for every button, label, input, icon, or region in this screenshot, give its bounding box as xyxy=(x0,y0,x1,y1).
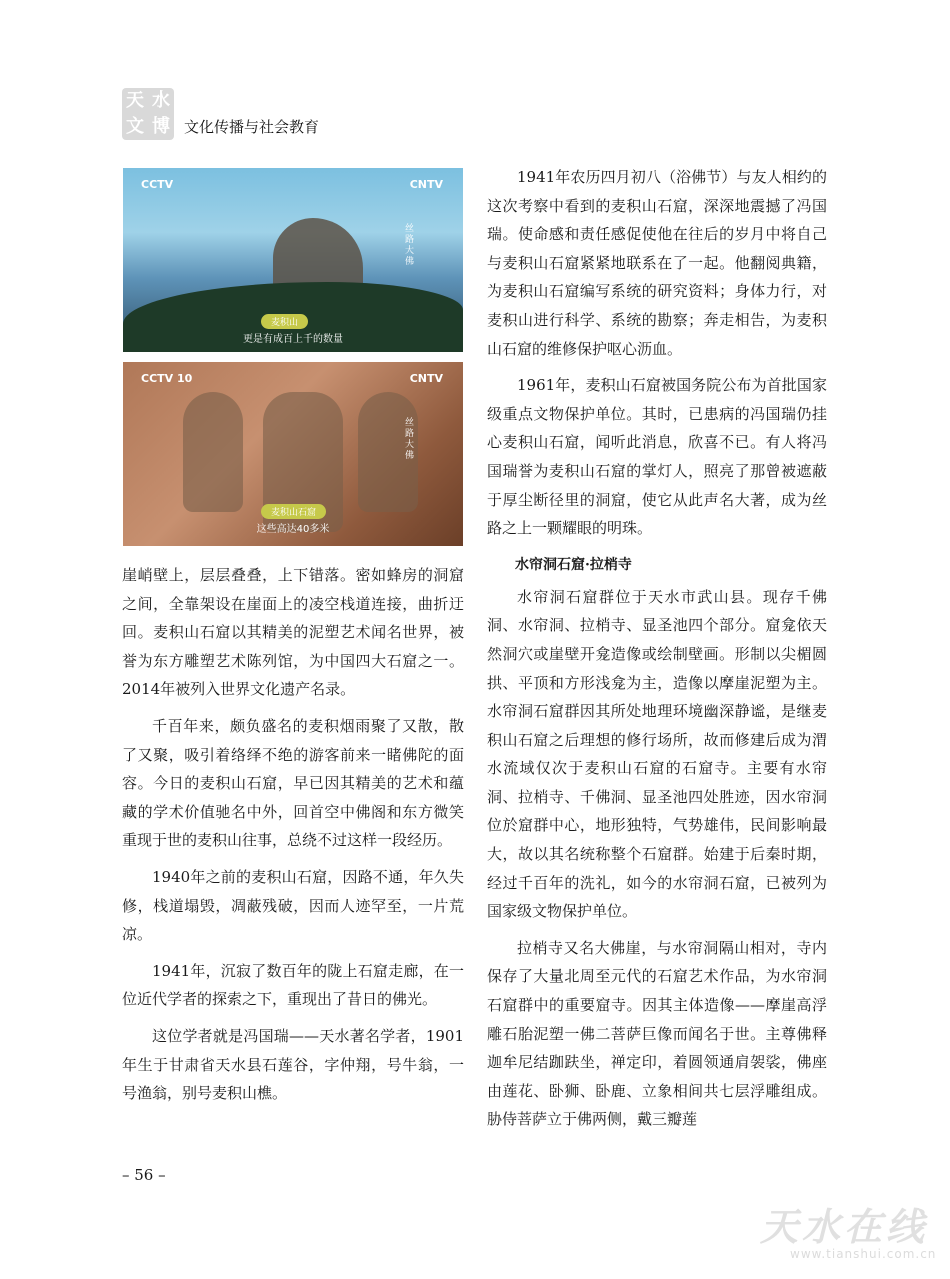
logo-char: 文 xyxy=(126,116,144,137)
section-header-title: 文化传播与社会教育 xyxy=(184,118,320,136)
location-pill: 麦积山石窟 xyxy=(261,504,326,519)
paragraph: 1961年，麦积山石窟被国务院公布为首批国家级重点文物保护单位。其时，已患病的冯国瑞仍挂心麦积山石窟，闻听此消息，欣喜不已。有人将冯国瑞誉为麦积山石窟的掌灯人，照亮了那曾被遮蔽于厚尘断径里的洞窟，使它从此声名大著，成为丝路之上一颗耀眼的明珠。 xyxy=(487,376,827,538)
paragraph: 1941年农历四月初八（浴佛节）与友人相约的这次考察中看到的麦积山石窟，深深地震撼了冯国瑞。使命感和责任感促使他在往后的岁月中将自己与麦积山石窟紧紧地联系在了一起。他翻阅典籍，为麦积山石窟编写系统的研究资料；身体力行，对麦积山进行科学、系统的勘察；奔走相告，为麦积山石窟的维修保护呕心沥血。 xyxy=(487,168,827,358)
logo-char: 天 xyxy=(126,90,144,111)
site-watermark xyxy=(760,1196,946,1261)
paragraph: 1941年，沉寂了数百年的陇上石窟走廊，在一位近代学者的探索之下，重现出了昔日的佛光。 xyxy=(122,961,464,1009)
page-header xyxy=(122,88,842,142)
paragraph: 1940年之前的麦积山石窟，因路不通，年久失修，栈道塌毁，凋蔽残破，因而人迹罕至，一片荒凉。 xyxy=(122,867,464,944)
location-pill: 麦积山 xyxy=(261,314,308,329)
cntv-logo: CNTV xyxy=(409,372,443,385)
buddha-figure xyxy=(183,392,243,512)
paragraph: 崖峭壁上，层层叠叠，上下错落。密如蜂房的洞窟之间，全靠架设在崖面上的凌空栈道连接，曲折迂回。麦积山石窟以其精美的泥塑艺术闻名世界，被誉为东方雕塑艺术陈列馆，为中国四大石窟之一。2014年被列入世界文化遗产名录。 xyxy=(122,566,464,699)
tianshui-wenbo-logo xyxy=(122,88,174,140)
page-number: – 56 – xyxy=(122,1166,166,1184)
logo-char: 博 xyxy=(152,116,170,137)
paragraph: 水帘洞石窟群位于天水市武山县。现存千佛洞、水帘洞、拉梢寺、显圣池四个部分。窟龛依天然洞穴或崖壁开龛造像或绘制壁画。形制以尖楣圆拱、平顶和方形浅龛为主，造像以摩崖泥塑为主。水帘洞石窟群因其所处地理环境幽深静谧，是继麦积山石窟之后理想的修行场所，故而修建后成为渭水流域仅次于麦积山石窟的石窟寺。主要有水帘洞、拉梢寺、千佛洞、显圣池四处胜迹，因水帘洞位於窟群中心，地形独特，气势雄伟，民间影响最大，故以其名统称整个石窟群。始建于后秦时期，经过千百年的洗礼，如今的水帘洞石窟，已被列为国家级文物保护单位。 xyxy=(487,587,827,921)
paragraph: 这位学者就是冯国瑞——天水著名学者，1901年生于甘肃省天水县石莲谷，字仲翔，号牛翁，一号渔翁，别号麦积山樵。 xyxy=(122,1026,464,1103)
section-heading: 水帘洞石窟·拉梢寺 xyxy=(515,556,632,573)
left-text-column xyxy=(122,561,464,1116)
logo-char: 水 xyxy=(152,90,170,111)
video-subtitle: 这些高达40多米 xyxy=(256,524,330,535)
buddha-relief-photo xyxy=(123,362,463,546)
watermark-url: www.tianshui.com.cn xyxy=(790,1247,937,1261)
right-text-column xyxy=(487,163,827,1142)
vertical-caption: 丝路大佛 xyxy=(403,417,413,461)
cntv-logo: CNTV xyxy=(409,178,443,191)
paragraph: 拉梢寺又名大佛崖，与水帘洞隔山相对，寺内保存了大量北周至元代的石窟艺术作品，为水帘洞石窟群中的重要窟寺。因其主体造像——摩崖高浮雕石胎泥塑一佛二菩萨巨像而闻名于世。主尊佛释迦牟尼结跏趺坐，禅定印，着圆领通肩袈裟，佛座由莲花、卧狮、卧鹿、立象相间共七层浮雕组成。胁侍菩萨立于佛两侧，戴三瓣莲 xyxy=(487,938,827,1129)
cctv-logo: CCTV 10 xyxy=(141,372,193,385)
watermark-title: 天水在线 xyxy=(760,1204,929,1249)
vertical-caption: 丝路大佛 xyxy=(403,223,413,267)
paragraph: 千百年来，颇负盛名的麦积烟雨聚了又散，散了又聚，吸引着络绎不绝的游客前来一睹佛陀的面容。今日的麦积山石窟，早已因其精美的艺术和蕴藏的学术价值驰名中外，回首空中佛阁和东方微笑重现于世的麦积山往事，总绕不过这样一段经历。 xyxy=(122,716,464,850)
cctv-logo: CCTV xyxy=(141,178,174,191)
video-subtitle: 更是有成百上千的数量 xyxy=(243,334,343,345)
maijishan-landscape-photo xyxy=(123,168,463,352)
